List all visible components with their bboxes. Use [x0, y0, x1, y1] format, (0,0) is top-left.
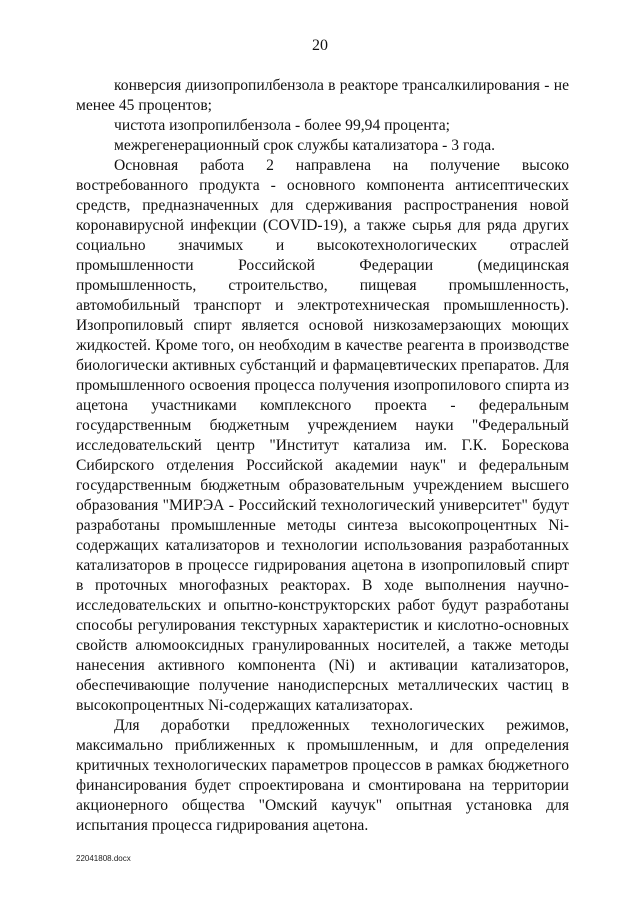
paragraph-pilot-plant: Для доработки предложенных технологических режимов, максимально приближенных к промышленным, и для определения критичных технологических параметров процессов в рамках бюджетного финансирования будет спроектирована и смонтирована на территории акционерного общества "Омский каучук" опытная установка для испытания процесса гидрирования ацетона. — [76, 717, 569, 834]
footer-filename: 22041808.docx — [76, 854, 131, 863]
paragraph-service-life: межрегенерационный срок службы катализатора - 3 года. — [114, 137, 496, 154]
paragraph-main-work-2: Основная работа 2 направлена на получение высоко востребованного продукта - основного компонента антисептических средств, предназначенных для сдерживания распространения новой коронавирусной инфекции (COVID-19), а также сырья для ряда других социально значимых и высокотехнологических отраслей промышленности Российской Федерации (медицинская промышленность, строительство, пищевая промышленность, автомобильный транспорт и электротехническая промышленность). Изопропиловый спирт является основой низкозамерзающих моющих жидкостей. Кроме того, он необходим в качестве реагента в производстве биологически активных субстанций и фармацевтических препаратов. Для промышленного освоения процесса получения изопропилового спирта из ацетона участниками комплексного проекта - федеральным государственным бюджетным учреждением науки "Федеральный исследовательский центр "Институт катализа им. Г.К. Борескова Сибирского отделения Российской академии наук" и федеральным государственным бюджетным образовательным учреждением высшего образования "МИРЭА - Российский технологический университет" будут разработаны промышленные методы синтеза высокопроцентных Ni-содержащих катализаторов и технологии использования разработанных катализаторов в процессе гидрирования ацетона в изопропиловый спирт в проточных многофазных реакторах. В ходе выполнения научно-исследовательских и опытно-конструкторских работ будут разработаны способы регулирования текстурных характеристик и кислотно-основных свойств алюмооксидных гранулированных носителей, а также методы нанесения активного компонента (Ni) и активации катализаторов, обеспечивающие получение нанодисперсных металлических частиц в высокопроцентных Ni-содержащих катализаторах. — [76, 157, 569, 714]
paragraph-purity: чистота изопропилбензола - более 99,94 процента; — [114, 117, 450, 134]
paragraph-conversion: конверсия диизопропилбензола в реакторе трансалкилирования - не менее 45 процентов; — [76, 77, 569, 114]
page-number: 20 — [312, 37, 328, 54]
document-body — [76, 76, 569, 836]
